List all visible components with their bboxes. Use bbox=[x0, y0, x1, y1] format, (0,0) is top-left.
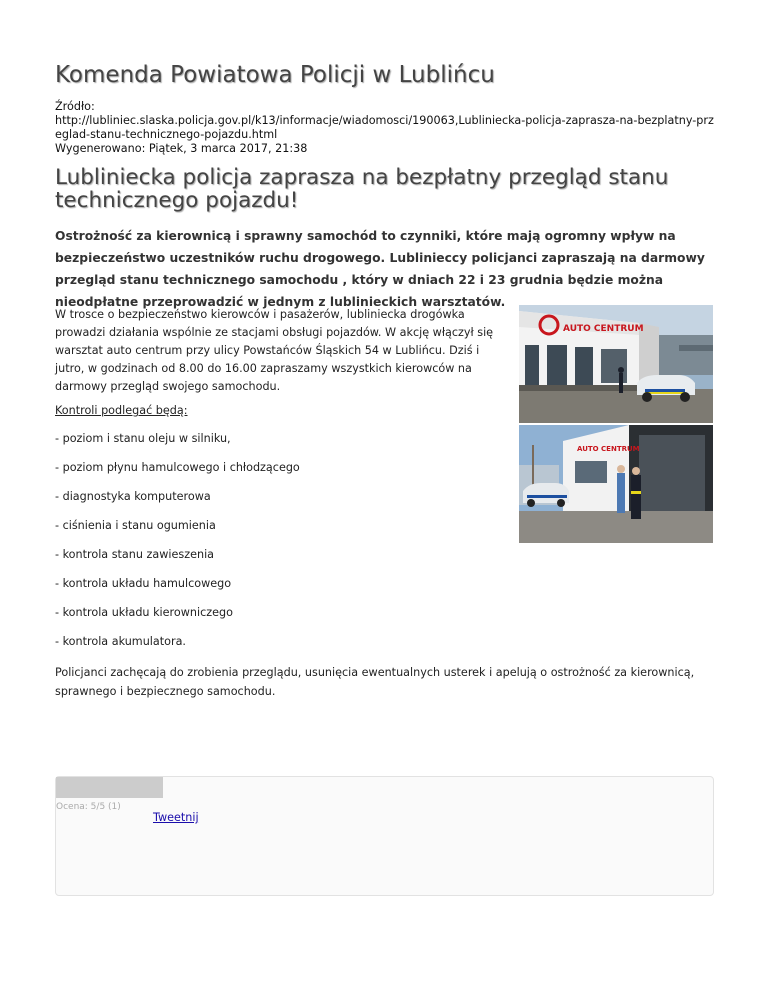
photo-workshop-front bbox=[519, 305, 713, 423]
source-meta bbox=[55, 100, 715, 156]
list-item: - poziom i stanu oleju w silniku, bbox=[55, 432, 231, 445]
article-closing: Policjanci zachęcają do zrobienia przeglądu, usunięcia ewentualnych usterek i apelują o ostrożność za kierownicą, sprawnego i bezpiecznego samochodu. bbox=[55, 666, 695, 698]
controls-list bbox=[55, 432, 300, 664]
list-item: - kontrola układu hamulcowego bbox=[55, 577, 232, 590]
list-item: - ciśnienia i stanu ogumienia bbox=[55, 519, 216, 532]
source-label: Źródło: bbox=[55, 100, 95, 113]
list-item: - kontrola stanu zawieszenia bbox=[55, 548, 215, 561]
photo-workshop-entrance bbox=[519, 425, 713, 543]
entrance-sign-text: AUTO CENTRUM bbox=[577, 445, 640, 453]
article-lead: Ostrożność za kierownicą i sprawny samochód to czynniki, które mają ogromny wpływ na bezpieczeństwo uczestników ruchu drogowego. Lublinieccy policjanci zapraszają na darmowy przegląd stanu technicznego samochodu , który w dniach 22 i 23 grudnia będzie można nieodpłatne przeprowadzić w jednym z lublinieckich warsztatów. bbox=[55, 229, 705, 309]
rating-box bbox=[55, 776, 714, 896]
list-item: - poziom płynu hamulcowego i chłodzącego bbox=[55, 461, 300, 474]
tweet-link[interactable]: Tweetnij bbox=[153, 811, 199, 824]
controls-heading: Kontroli podlegać będą: bbox=[55, 404, 188, 417]
article-intro: W trosce o bezpieczeństwo kierowców i pasażerów, lubliniecka drogówka prowadzi działania wspólnie ze stacjami obsługi pojazdów. W akcję włączył się warsztat auto centrum przy ulicy Powstańców Śląskich 54 w Lublińcu. Dziś i jutro, w godzinach od 8.00 do 16.00 zapraszamy wszystkich kierowców na darmowy przegląd swojego samochodu. bbox=[55, 308, 494, 393]
article-title: Lubliniecka policja zaprasza na bezpłatny przegląd stanu technicznego pojazdu! bbox=[55, 165, 669, 213]
workshop-sign-text: AUTO CENTRUM bbox=[563, 324, 644, 334]
list-item: - kontrola układu kierowniczego bbox=[55, 606, 233, 619]
rating-text: Ocena: 5/5 (1) bbox=[56, 802, 121, 812]
source-url: http://lubliniec.slaska.policja.gov.pl/k13/informacje/wiadomosci/190063,Lubliniecka-policja-zaprasza-na-bezplatny-przeglad-stanu-technicznego-pojazdu.html bbox=[55, 114, 714, 141]
rating-bar[interactable] bbox=[56, 777, 163, 798]
list-item: - diagnostyka komputerowa bbox=[55, 490, 211, 503]
list-item: - kontrola akumulatora. bbox=[55, 635, 186, 648]
generated-timestamp: Wygenerowano: Piątek, 3 marca 2017, 21:38 bbox=[55, 142, 308, 155]
site-title: Komenda Powiatowa Policji w Lublińcu bbox=[55, 62, 495, 88]
